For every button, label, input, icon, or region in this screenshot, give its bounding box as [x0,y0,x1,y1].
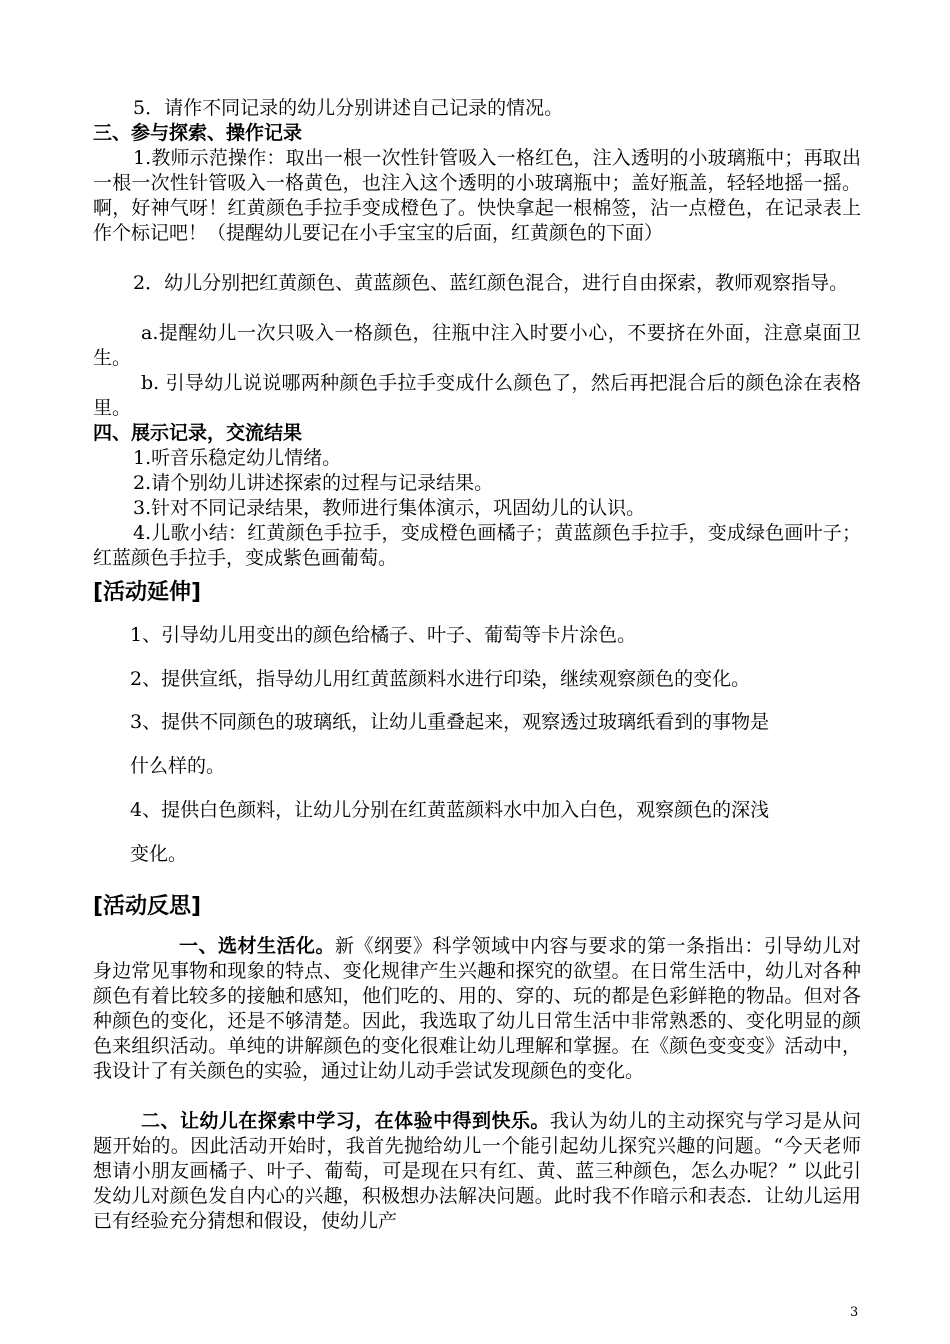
reflection-paragraph-2 [93,1109,861,1234]
page-number: 3 [850,1305,859,1320]
reflection-heading: [活动反思] [93,894,202,919]
reflection-paragraph-1-lead: 一、选材生活化。 [179,935,335,957]
section-4-item-4: 4.儿歌小结：红黄颜色手拉手，变成橙色画橘子；黄蓝颜色手拉手，变成绿色画叶子；红蓝颜色手拉手，变成紫色画葡萄。 [93,522,861,569]
extension-item-2: 2、提供宣纸，指导幼儿用红黄蓝颜料水进行印染，继续观察颜色的变化。 [130,668,751,690]
section-4-item-3: 3.针对不同记录结果，教师进行集体演示，巩固幼儿的认识。 [133,497,646,519]
section-3-heading: 三、参与探索、操作记录 [93,122,303,144]
extension-item-4-line-1: 4、提供白色颜料，让幼儿分别在红黄蓝颜料水中加入白色，观察颜色的深浅 [130,799,770,821]
extension-item-1: 1、引导幼儿用变出的颜色给橘子、叶子、葡萄等卡片涂色。 [130,624,637,646]
extension-item-3 [130,700,861,788]
reflection-paragraph-2-body: 我认为幼儿的主动探究与学习是从问题开始的。因此活动开始时，我首先抛给幼儿一个能引起幼儿探究兴趣的问题。“今天老师想请小朋友画橘子、叶子、葡萄，可是现在只有红、黄、蓝三种颜色，怎么办呢？” 以此引发幼儿对颜色发自内心的兴趣，积极想办法解决问题。此时我不作暗示和表态．让幼儿运用已有经验充分猜想和假设，使幼儿产 [93,1110,861,1232]
section-4-item-1: 1.听音乐稳定幼儿情绪。 [133,447,342,469]
extension-item-3-line-1: 3、提供不同颜色的玻璃纸，让幼儿重叠起来，观察透过玻璃纸看到的事物是 [130,711,770,733]
extension-item-4 [130,788,861,876]
reflection-paragraph-2-lead: 二、让幼儿在探索中学习，在体验中得到快乐。 [141,1110,550,1132]
reflection-paragraph-1 [93,934,861,1084]
extension-heading: [活动延伸] [93,580,202,605]
section-4-item-2: 2.请个别幼儿讲述探索的过程与记录结果。 [133,472,494,494]
section-3-item-2b: b. 引导幼儿说说哪两种颜色手拉手变成什么颜色了，然后再把混合后的颜色涂在表格里。 [93,372,861,419]
step-5-text: 5．请作不同记录的幼儿分别讲述自己记录的情况。 [133,97,564,119]
section-3-item-2a: a.提醒幼儿一次只吸入一格颜色，往瓶中注入时要小心，不要挤在外面，注意桌面卫生。 [93,322,861,369]
extension-item-3-line-2: 什么样的。 [130,755,226,777]
section-4-heading: 四、展示记录，交流结果 [93,422,303,444]
reflection-paragraph-1-body: 新《纲要》科学领域中内容与要求的第一条指出：引导幼儿对身边常见事物和现象的特点、变化规律产生兴趣和探究的欲望。在日常生活中，幼儿对各种颜色有着比较多的接触和感知，他们吃的、用的、穿的、玩的都是色彩鲜艳的物品。但对各种颜色的变化，还是不够清楚。因此，我选取了幼儿日常生活中非常熟悉的、变化明显的颜色来组织活动。单纯的讲解颜色的变化很难让幼儿理解和掌握。在《颜色变变变》活动中，我设计了有关颜色的实验，通过让幼儿动手尝试发现颜色的变化。 [93,935,861,1082]
section-3-item-1: 1.教师示范操作：取出一根一次性针管吸入一格红色，注入透明的小玻璃瓶中；再取出一根一次性针管吸入一格黄色，也注入这个透明的小玻璃瓶中；盖好瓶盖，轻轻地摇一摇。啊，好神气呀！红黄颜色手拉手变成橙色了。快快拿起一根棉签，沾一点橙色，在记录表上作个标记吧！（提醒幼儿要记在小手宝宝的后面，红黄颜色的下面） [93,147,861,244]
extension-item-4-line-2: 变化。 [130,843,188,865]
section-3-item-2: 2．幼儿分别把红黄颜色、黄蓝颜色、蓝红颜色混合，进行自由探索，教师观察指导。 [133,272,849,294]
